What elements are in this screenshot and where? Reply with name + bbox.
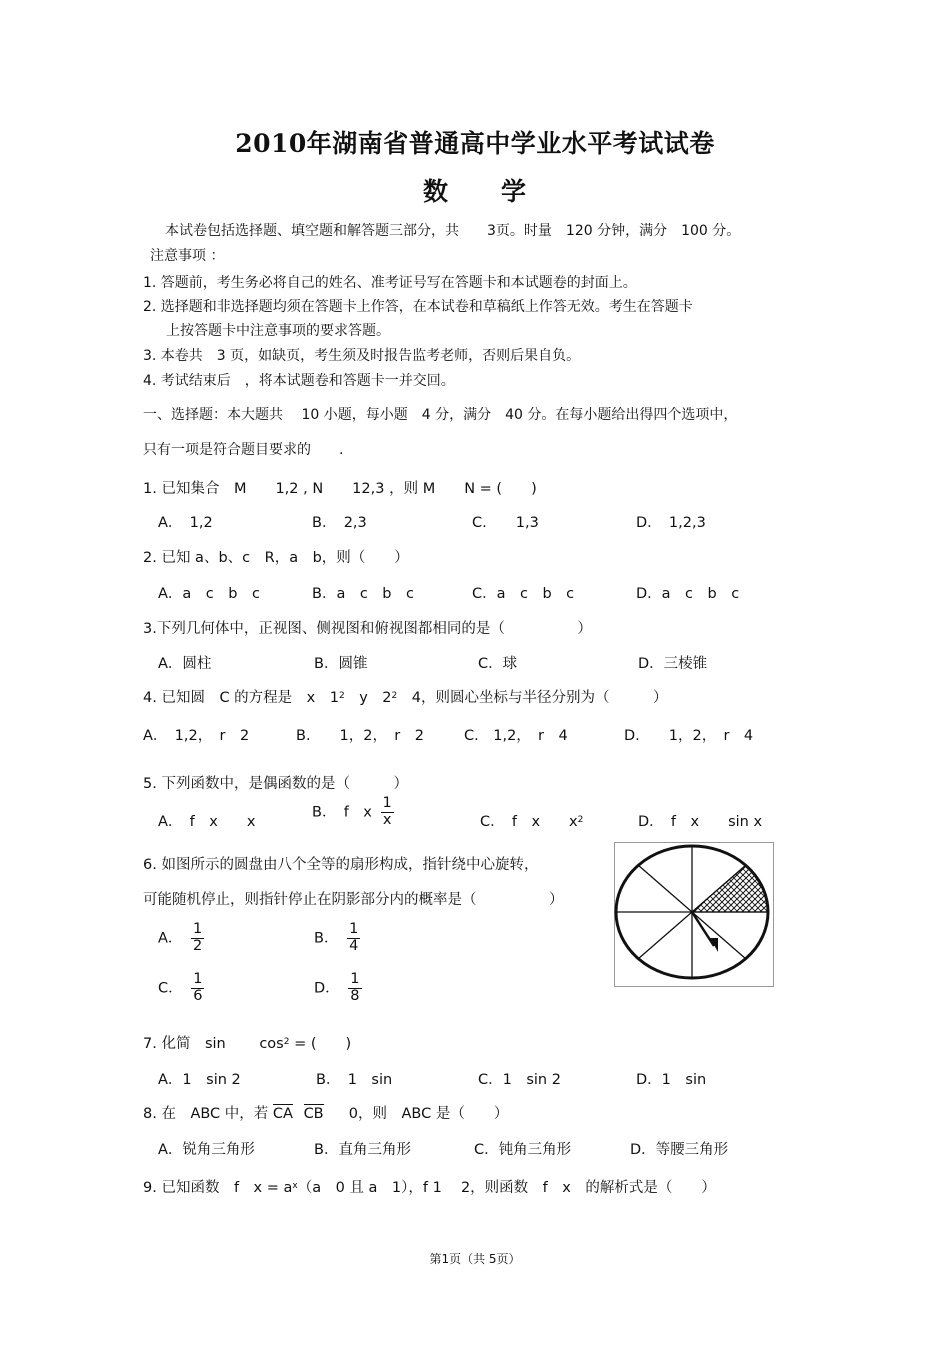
q8-stem-pre: 8. 在 ABC 中，若 <box>143 1106 269 1122</box>
q3-option-b: B．圆锥 <box>314 656 368 672</box>
subject-title: 数 学 <box>422 177 527 206</box>
q5-option-c <box>480 810 583 831</box>
q4-option-d: D. 1，2， r 4 <box>624 728 754 744</box>
fraction-numerator: 1 <box>350 971 360 987</box>
q5-option-a: A． f x x <box>158 814 256 830</box>
q5-option-c-exponent: 2 <box>577 815 584 825</box>
q4-option-b: B. 1，2， r 2 <box>296 728 424 744</box>
q5-option-b <box>312 796 398 829</box>
notice-heading: 注意事项 ： <box>150 248 225 264</box>
note-2: 2. 选择题和非选择题均须在答题卡上作答，在本试卷和草稿纸上作答无效。考生在答题卡 <box>143 299 693 315</box>
q6-option-c-fraction <box>191 972 204 1005</box>
q4-exponent-2: 2 <box>391 691 398 701</box>
vector-ca: CA <box>272 1106 293 1122</box>
q4-stem <box>143 686 668 707</box>
q4-stem-post: 4，则圆心坐标与半径分别为（ ） <box>397 690 668 706</box>
q6-option-b-fraction <box>347 922 360 955</box>
shaded-sector <box>692 865 768 912</box>
q4-stem-pre: 4. 已知圆 C 的方程是 x 1 <box>143 690 339 706</box>
q6-option-c <box>158 972 208 1005</box>
q7-option-c: C．1 sin 2 <box>478 1072 561 1088</box>
q7-option-d: D．1 sin <box>636 1072 707 1088</box>
q6-option-a-fraction <box>191 922 204 955</box>
fraction-denominator: 4 <box>349 937 359 954</box>
note-2-cont: 上按答题卡中注意事项的要求答题。 <box>166 323 390 339</box>
q5-stem: 5. 下列函数中，是偶函数的是（ ） <box>143 776 408 792</box>
q9-exponent: x <box>292 1181 298 1191</box>
q2-option-c: C．a c b c <box>472 586 575 602</box>
q2-option-d: D．a c b c <box>636 586 740 602</box>
q8-option-d: D．等腰三角形 <box>630 1142 729 1158</box>
q9-stem-pre: 9. 已知函数 f x = a <box>143 1180 293 1196</box>
fraction-denominator: 6 <box>193 987 203 1004</box>
q6-option-d-fraction <box>348 972 361 1005</box>
q6-option-a-label: A． <box>158 930 183 947</box>
fraction-numerator: 1 <box>193 971 203 987</box>
fraction-numerator: 1 <box>193 921 203 937</box>
q2-stem: 2. 已知 a、b、c R，a b，则（ ） <box>143 550 409 566</box>
q5-option-c-label: C． f x x <box>480 814 578 830</box>
fraction-denominator: 2 <box>193 937 203 954</box>
q7-exponent: 2 <box>283 1037 290 1047</box>
fraction-denominator: x <box>382 811 392 828</box>
q1-option-d: D． 1,2,3 <box>636 515 706 531</box>
q6-option-a <box>158 922 208 955</box>
q7-stem-pre: 7. 化简 sin cos <box>143 1036 284 1052</box>
q8-stem-post: 0，则 ABC 是（ ） <box>334 1106 509 1122</box>
intro-line: 本试卷包括选择题、填空题和解答题三部分，共 3页。时量 120 分钟，满分 100 分。 <box>165 223 741 239</box>
q6-option-b <box>314 922 364 955</box>
q8-option-b: B．直角三角形 <box>314 1142 411 1158</box>
note-4: 4. 考试结束后 ，将本试题卷和答题卡一并交回。 <box>143 373 455 389</box>
q3-stem: 3.下列几何体中，正视图、侧视图和俯视图都相同的是（ ） <box>143 621 592 637</box>
q7-option-a: A．1 sin 2 <box>158 1072 241 1088</box>
q7-stem <box>143 1032 351 1053</box>
q4-exponent-1: 2 <box>338 691 345 701</box>
q8-option-a: A．锐角三角形 <box>158 1142 255 1158</box>
q2-option-a: A．a c b c <box>158 586 260 602</box>
fraction-numerator: 1 <box>382 795 392 811</box>
section-1-heading: 一、选择题：本大题共 10 小题，每小题 4 分，满分 40 分。在每小题给出得四个选项中， <box>143 407 738 423</box>
note-3: 3. 本卷共 3 页，如缺页，考生须及时报告监考老师，否则后果自负。 <box>143 348 581 364</box>
q6-option-d <box>314 972 366 1005</box>
section-1-note: 只有一项是符合题目要求的 . <box>143 442 344 458</box>
fraction-denominator: 8 <box>350 987 360 1004</box>
q1-option-b: B． 2,3 <box>312 515 367 531</box>
q1-option-c: C. 1,3 <box>472 515 539 531</box>
q2-option-b: B．a c b c <box>312 586 414 602</box>
q3-option-c: C．球 <box>478 656 518 672</box>
q5-option-d: D． f x sin x <box>638 814 763 830</box>
q7-option-b: B． 1 sin <box>316 1072 393 1088</box>
q3-option-d: D．三棱锥 <box>638 656 708 672</box>
q3-option-a: A．圆柱 <box>158 656 212 672</box>
q6-option-c-label: C． <box>158 980 183 997</box>
q9-stem <box>143 1176 716 1197</box>
q6-option-b-label: B． <box>314 930 339 947</box>
q1-option-a: A． 1,2 <box>158 515 213 531</box>
q8-option-c: C．钝角三角形 <box>474 1142 572 1158</box>
q6-stem-line-1: 6. 如图所示的圆盘由八个全等的扇形构成，指针绕中心旋转， <box>143 857 539 873</box>
q5-option-b-fraction <box>381 796 394 829</box>
page-footer: 第1页（共 5页） <box>429 1252 521 1266</box>
q4-option-c: C. 1,2， r 4 <box>464 728 568 744</box>
note-1: 1. 答题前，考生务必将自己的姓名、准考证号写在答题卡和本试题卷的封面上。 <box>143 275 637 291</box>
q4-stem-mid: y 2 <box>344 690 392 706</box>
vector-cb: CB <box>303 1106 324 1122</box>
q9-stem-post: （a 0 且 a 1），f 1 2，则函数 f x 的解析式是（ ） <box>297 1180 716 1196</box>
q4-option-a: A． 1,2， r 2 <box>143 728 250 744</box>
q1-stem: 1. 已知集合 M 1,2 , N 12,3 ，则 M N = ( ) <box>143 481 537 497</box>
q5-option-b-label: B． f x <box>312 804 372 821</box>
arrow-icon <box>710 938 718 952</box>
page-title: 2010年湖南省普通高中学业水平考试试卷 <box>235 129 715 158</box>
fraction-numerator: 1 <box>349 921 359 937</box>
q6-stem-line-2: 可能随机停止，则指针停止在阴影部分内的概率是（ ） <box>143 892 564 908</box>
spinner-disc-figure <box>614 842 774 987</box>
q6-option-d-label: D． <box>314 980 340 997</box>
q7-stem-post: = ( ) <box>289 1036 352 1052</box>
q8-stem <box>143 1102 508 1123</box>
